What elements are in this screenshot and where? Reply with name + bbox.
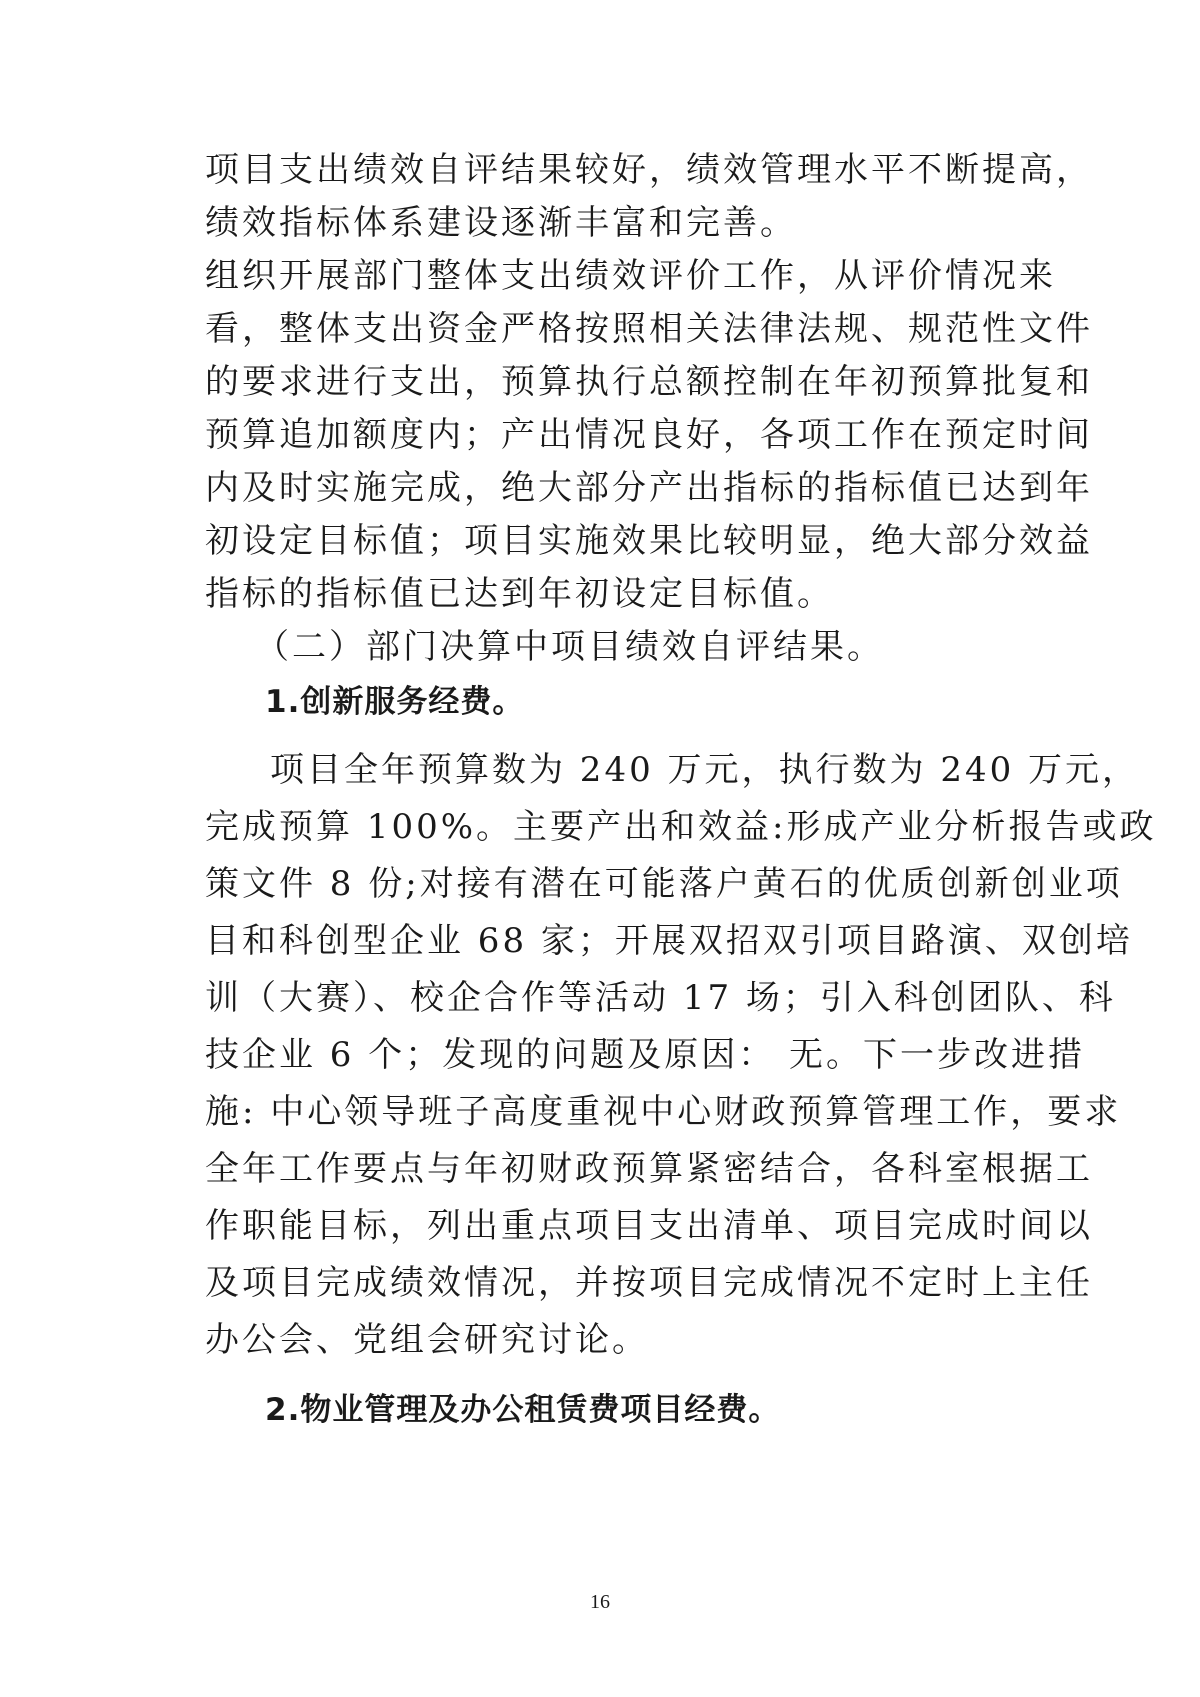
paragraph-line: 组织开展部门整体支出绩效评价工作，从评价情况来 [205,256,1056,296]
paragraph-line: 全年工作要点与年初财政预算紧密结合，各科室根据工 [205,1149,1093,1189]
paragraph-line: 施: 中心领导班子高度重视中心财政预算管理工作，要求 [205,1092,1122,1132]
paragraph-line: 办公会、党组会研究讨论。 [205,1320,649,1360]
paragraph-line: 技企业 6 个；发现的问题及原因： 无。下一步改进措 [205,1035,1086,1075]
paragraph-line: 绩效指标体系建设逐渐丰富和完善。 [205,203,797,243]
paragraph-line: 策文件 8 份;对接有潜在可能落户黄石的优质创新创业项 [205,864,1123,904]
item-heading-1: 1.创新服务经费。 [265,684,525,720]
paragraph-line: 项目支出绩效自评结果较好，绩效管理水平不断提高， [205,150,1093,190]
paragraph-line: 完成预算 100%。主要产出和效益:形成产业分析报告或政 [205,807,1157,847]
paragraph-line: 目和科创型企业 68 家；开展双招双引项目路演、双创培 [205,921,1133,961]
paragraph-line: 看，整体支出资金严格按照相关法律法规、规范性文件 [205,309,1093,349]
section-heading: （二）部门决算中项目绩效自评结果。 [255,627,884,667]
paragraph-line: 及项目完成绩效情况，并按项目完成情况不定时上主任 [205,1263,1093,1303]
paragraph-line: 预算追加额度内；产出情况良好，各项工作在预定时间 [205,415,1093,455]
paragraph-line: 作职能目标，列出重点项目支出清单、项目完成时间以 [205,1206,1093,1246]
paragraph-line: 训（大赛）、校企合作等活动 17 场；引入科创团队、科 [205,978,1116,1018]
paragraph-line: 指标的指标值已达到年初设定目标值。 [205,574,834,614]
item-heading-2: 2.物业管理及办公租赁费项目经费。 [265,1392,781,1428]
page-number: 16 [590,1591,610,1613]
paragraph-line: 内及时实施完成，绝大部分产出指标的指标值已达到年 [205,468,1093,508]
paragraph-line: 项目全年预算数为 240 万元，执行数为 240 万元， [270,750,1140,790]
paragraph-line: 的要求进行支出，预算执行总额控制在年初预算批复和 [205,362,1093,402]
paragraph-line: 初设定目标值；项目实施效果比较明显，绝大部分效益 [205,521,1093,561]
